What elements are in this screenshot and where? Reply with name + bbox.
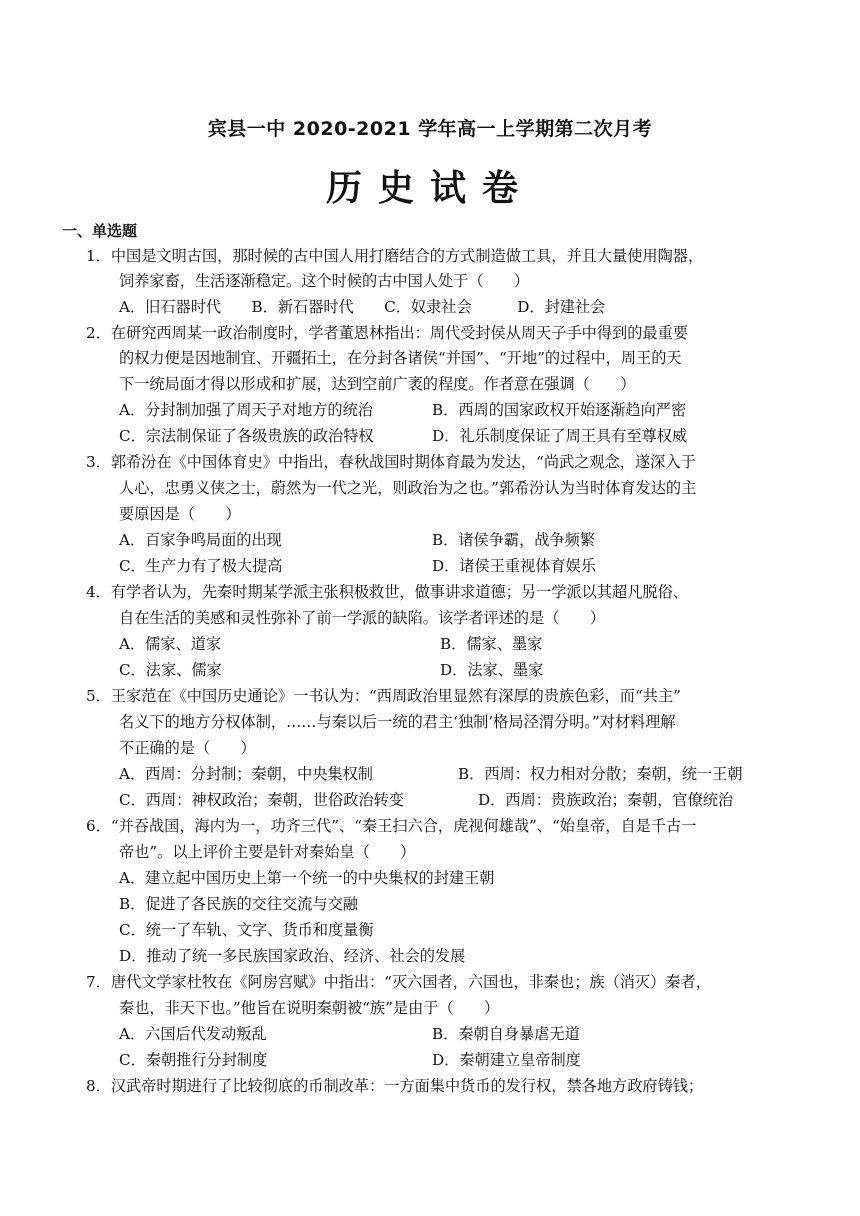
question-6-stem-line-1: 6．“并吞战国，海内为一，功齐三代”、“秦王扫六合，虎视何雄哉”、“始皇帝，自是千古一: [86, 817, 697, 835]
question-4-option-a: A．儒家、道家: [119, 635, 222, 653]
question-4-stem-line-2: 自在生活的美感和灵性弥补了前一学派的缺陷。该学者评述的是（ ）: [119, 609, 605, 627]
section-heading: 一、单选题: [62, 222, 138, 240]
question-6-option-a: A．建立起中国历史上第一个统一的中央集权的封建王朝: [119, 869, 495, 887]
question-1-stem-line-2: 饲养家畜，生活逐渐稳定。这个时候的古中国人处于（ ）: [119, 272, 530, 290]
question-1-options: A．旧石器时代 B．新石器时代 C．奴隶社会 D．封建社会: [119, 298, 606, 316]
question-2-stem-line-1: 2．在研究西周某一政治制度时，学者董恩林指出：周代受封侯从周天子手中得到的最重要: [86, 324, 688, 342]
question-5-stem-line-2: 名义下的地方分权体制，……与秦以后一统的君主‘独制’格局泾渭分明。”对材料理解: [119, 713, 676, 731]
question-2-option-d: D．礼乐制度保证了周王具有至尊权威: [432, 427, 688, 445]
question-2-option-c: C．宗法制保证了各级贵族的政治特权: [119, 427, 374, 445]
question-7-option-b: B．秦朝自身暴虐无道: [432, 1025, 580, 1043]
question-6-option-b: B．促进了各民族的交往交流与交融: [119, 895, 358, 913]
question-5-option-d: D．西周：贵族政治；秦朝，官僚统治: [478, 791, 734, 809]
question-1-stem-line-1: 1．中国是文明古国，那时候的古中国人用打磨结合的方式制造做工具，并且大量使用陶器，: [86, 247, 704, 265]
question-6-option-d: D．推动了统一多民族国家政治、经济、社会的发展: [119, 947, 466, 965]
question-3-option-d: D．诸侯王重视体育娱乐: [432, 557, 597, 575]
question-2-option-b: B．西周的国家政权开始逐渐趋向严密: [432, 401, 687, 419]
question-7-stem-line-2: 秦也，非天下也。”他旨在说明秦朝被“族”是由于（ ）: [119, 999, 500, 1017]
question-4-option-b: B．儒家、墨家: [440, 635, 543, 653]
question-6-option-c: C．统一了车轨、文字、货币和度量衡: [119, 921, 374, 939]
question-6-stem-line-2: 帝也”。以上评价主要是针对秦始皇（ ）: [119, 843, 416, 861]
question-3-stem-line-3: 要原因是（ ）: [119, 505, 241, 523]
question-7-option-c: C．秦朝推行分封制度: [119, 1051, 268, 1069]
question-5-option-b: B．西周：权力相对分散；秦朝，统一王朝: [458, 765, 743, 783]
question-5-option-a: A．西周：分封制；秦朝，中央集权制: [119, 765, 373, 783]
question-7-option-d: D．秦朝建立皇帝制度: [432, 1051, 581, 1069]
question-4-stem-line-1: 4．有学者认为，先秦时期某学派主张积极救世，做事讲求道德；另一学派以其超凡脱俗、: [86, 583, 688, 601]
question-3-option-a: A．百家争鸣局面的出现: [119, 531, 282, 549]
exam-subject-title: 历史试卷: [325, 168, 534, 209]
question-4-option-d: D．法家、墨家: [440, 661, 544, 679]
question-5-option-c: C．西周：神权政治；秦朝，世俗政治转变: [119, 791, 404, 809]
question-5-stem-line-3: 不正确的是（ ）: [119, 739, 256, 757]
question-7-option-a: A．六国后代发动叛乱: [119, 1025, 267, 1043]
question-8-stem-line-1: 8．汉武帝时期进行了比较彻底的币制改革：一方面集中货币的发行权，禁各地方政府铸钱；: [86, 1077, 704, 1095]
question-3-option-b: B．诸侯争霸，战争频繁: [432, 531, 596, 549]
exam-title: 宾县一中 2020-2021 学年高一上学期第二次月考: [207, 118, 653, 140]
question-2-option-a: A．分封制加强了周天子对地方的统治: [119, 401, 373, 419]
question-4-option-c: C．法家、儒家: [119, 661, 222, 679]
question-3-stem-line-2: 人心，忠勇义侠之士，蔚然为一代之光，则政治为之也。”郭希汾认为当时体育发达的主: [119, 479, 697, 497]
question-3-option-c: C．生产力有了极大提高: [119, 557, 283, 575]
question-3-stem-line-1: 3．郭希汾在《中国体育史》中指出，春秋战国时期体育最为发达，“尚武之观念，遂深入于: [86, 453, 696, 471]
question-5-stem-line-1: 5．王家范在《中国历史通论》一书认为：“西周政治里显然有深厚的贵族色彩，而“共主”: [86, 687, 681, 705]
question-2-stem-line-2: 的权力便是因地制宜、开疆拓土，在分封各诸侯“并国”、“开地”的过程中，周王的天: [119, 349, 682, 367]
question-7-stem-line-1: 7．唐代文学家杜牧在《阿房宫赋》中指出：“灭六国者，六国也，非秦也；族（消灭）秦者，: [86, 973, 711, 991]
question-2-stem-line-3: 下一统局面才得以形成和扩展，达到空前广袤的程度。作者意在强调（ ）: [119, 375, 636, 393]
